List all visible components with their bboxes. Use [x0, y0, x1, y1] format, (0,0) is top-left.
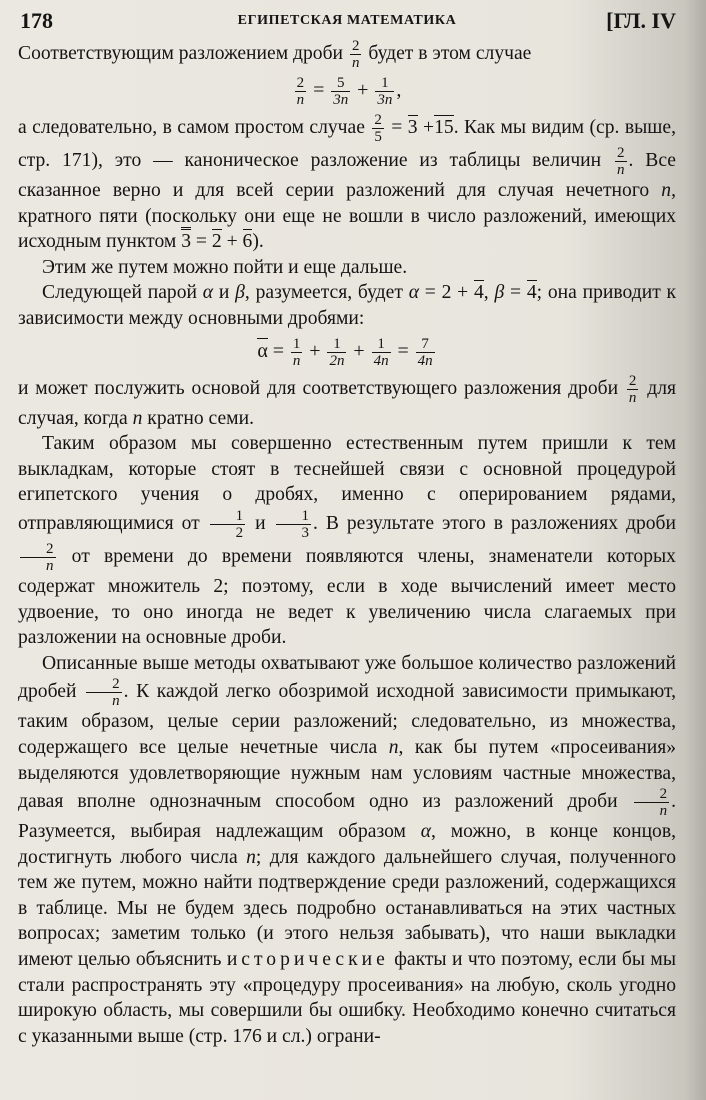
paragraph-6: Таким образом мы совершенно естественным путем пришли к тем выкладкам, которые стоят в теснейшей связи с основной процедурой египетского учения о дробях, именно с оперированием рядами, отправляющимися от $\frac{1}{2}$ и $\frac{1}{3}$ . В результате этого в разложениях дроби $\frac{2}{n}$ от времени до времени появляются члены, знаменатели которых содержат множитель 2; поэтому, если в ходе вычислений имеет место удвоение, то оно иногда не ведет к увеличению числа слагаемых при разложении на основные дроби.	[18, 433, 676, 649]
paragraph-5: и может послужить основой для соответствующего разложения дроби $\frac{2}{n}$ для случая, когда n кратно семи.	[18, 372, 677, 429]
equation-1: $\frac{2}{n}$ = $\frac{5}{3n}$ + $\frac{1}{3n}$ ,	[296, 75, 402, 108]
paragraph-3: Этим же путем можно пойти и еще дальше.	[42, 256, 408, 278]
running-title: ЕГИПЕТСКАЯ МАТЕМАТИКА	[237, 13, 457, 28]
running-header	[18, 6, 676, 38]
chapter-label: [ГЛ. IV	[606, 8, 676, 33]
paragraph-4: Следующей парой α и β, разумеется, будет α = 2 + 4, β = 4; она приводит к зависимости между основными дробями:	[18, 282, 677, 329]
paragraph-7: Описанные выше методы охватывают уже большое количество разложений дробей $\frac{2}{n}$ . К каждой легко обозримой исходной зависимости примыкают, таким образом, целые серии разложений; следовательно, из множества, содержащего все целые нечетные числа n, как бы путем «просеивания» выделяются удовлетворяющие нужным нам условиям частные множества, давая вполне однозначным способом одно из разложений дроби $\frac{2}{n}$ . Разумеется, выбирая надлежащим образом α, можно, в конце концов, достигнуть любого числа n; для каждого дальнейшего случая, полученного тем же путем, можно найти подтверждение среди разложений, содержащихся в таблице. Мы не будем здесь подробно останавливаться на этих частных вопросах; заметим только (и этого нельзя забывать), что наши выкладки имеют целью объяснить исторические факты и что поэтому, если бы мы стали распространять эту «процедуру просеивания» на любую, сколь угодно широкую область, мы совершили бы ошибку. Необходимо конечно считаться с указанными выше (стр. 176 и сл.) ограни-	[18, 652, 677, 1047]
page-body	[18, 38, 676, 1049]
paragraph-2: а следовательно, в самом простом случае $\frac{2}{5}$ = 3 +15. Как мы видим (ср. выше, стр. 171), это — каноническое разложение из таблицы величин $\frac{2}{n}$ . Все сказанное верно и для всей серии разложений для случая нечетного n, кратного пяти (поскольку они еще не вошли в число разложений, имеющих исходным пунктом 3 = 2 + 6).	[18, 112, 676, 253]
fraction-2-n: $\frac{2}{n}$	[351, 38, 360, 71]
equation-2: α = $\frac{1}{n}$ + $\frac{1}{2n}$ + $\frac{1}{4n}$ = $\frac{7}{4n}$	[257, 335, 433, 369]
paragraph-1: Соответствующим разложением дроби $\frac{2}{n}$ будет в этом случае	[18, 38, 532, 71]
page-number: 178	[20, 8, 53, 33]
